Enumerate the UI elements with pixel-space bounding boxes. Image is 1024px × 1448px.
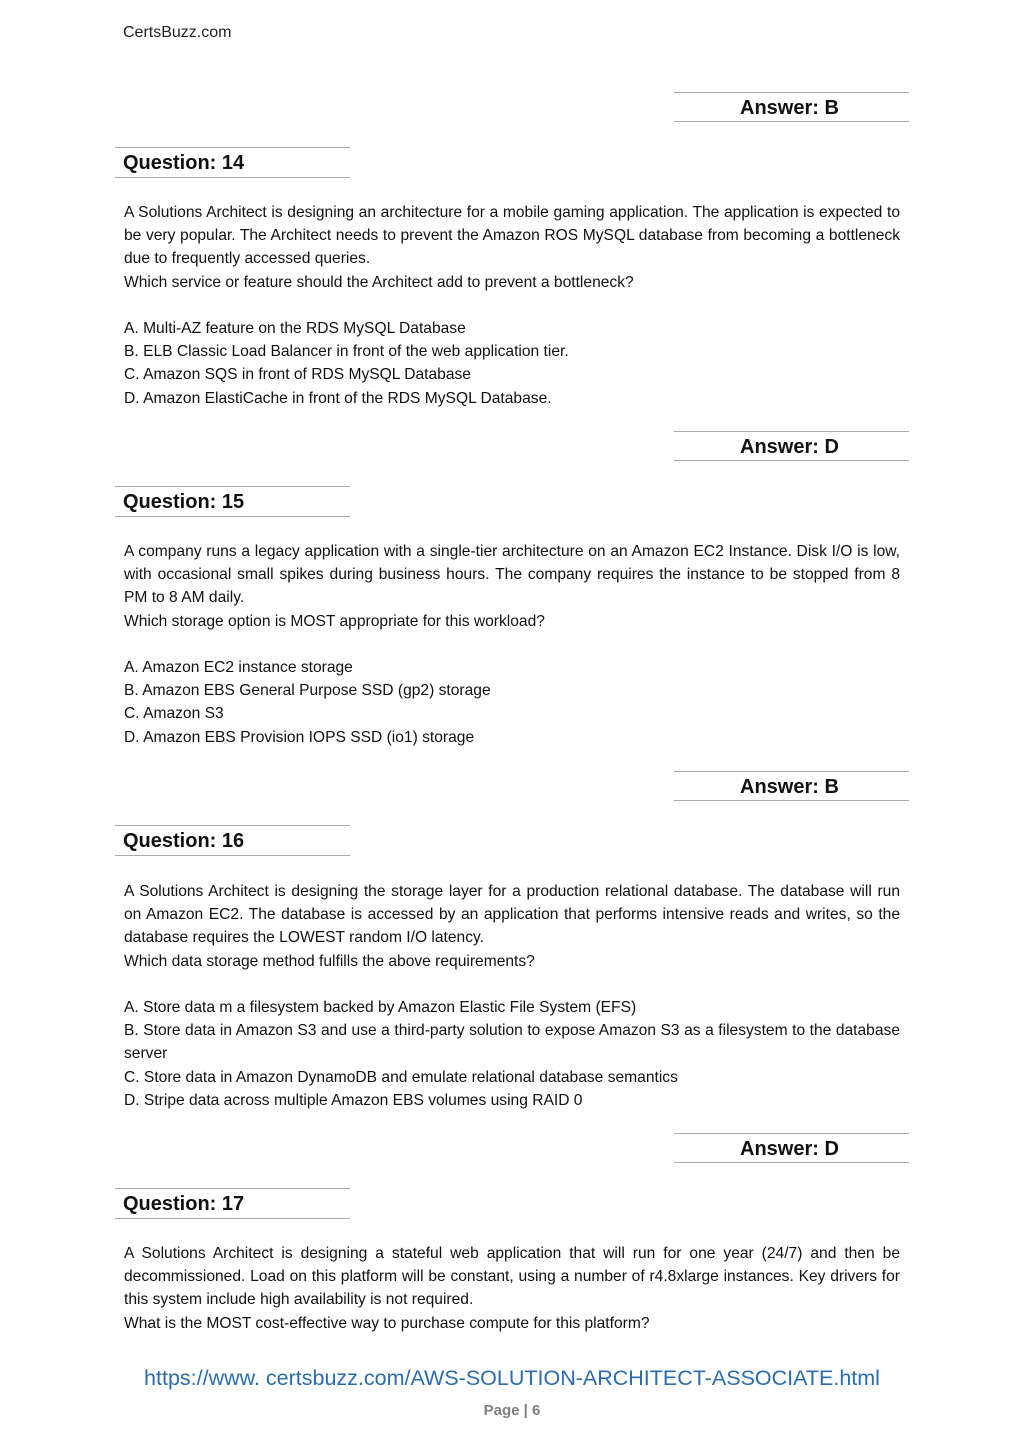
footer-url-link[interactable]: https://www. certsbuzz.com/AWS-SOLUTION-ARCHITECT-ASSOCIATE.html	[144, 1366, 880, 1390]
answer-label-16: Answer: D	[674, 1133, 909, 1163]
answer-label-13: Answer: B	[674, 92, 909, 122]
option-c: C. Amazon S3	[124, 705, 224, 723]
question-stem: A Solutions Architect is designing the storage layer for a production relational database. The database will run on Amazon EC2. The database is accessed by an application that performs intensive reads and writes, so the database requires the LOWEST random I/O latency.	[124, 883, 900, 947]
question-heading-16: Question: 16	[115, 825, 350, 856]
option-c: C. Amazon SQS in front of RDS MySQL Database	[124, 366, 471, 384]
option-a: A. Amazon EC2 instance storage	[124, 659, 353, 676]
option-d: D. Amazon ElastiCache in front of the RDS MySQL Database.	[124, 389, 552, 407]
site-name: CertsBuzz.com	[123, 24, 232, 41]
options-list	[124, 656, 900, 749]
page-number: Page | 6	[483, 1402, 541, 1419]
options-list	[124, 317, 900, 410]
question-prompt: Which storage option is MOST appropriate for this workload?	[124, 612, 545, 630]
option-b: B. Amazon EBS General Purpose SSD (gp2) storage	[124, 682, 491, 700]
question-stem: A Solutions Architect is designing an architecture for a mobile gaming application. The application is expected to be very popular. The Architect needs to prevent the Amazon ROS MySQL database from becoming a bottleneck due to frequently accessed queries.	[124, 204, 900, 268]
question-prompt: Which service or feature should the Architect add to prevent a bottleneck?	[124, 273, 634, 291]
option-b: B. ELB Classic Load Balancer in front of the web application tier.	[124, 343, 569, 361]
question-prompt: Which data storage method fulfills the above requirements?	[124, 952, 535, 970]
options-list	[124, 996, 900, 1112]
option-a: A. Store data m a filesystem backed by Amazon Elastic File System (EFS)	[124, 999, 637, 1016]
option-b: B. Store data in Amazon S3 and use a third-party solution to expose Amazon S3 as a filesystem to the database server	[124, 1022, 900, 1063]
question-stem: A Solutions Architect is designing a stateful web application that will run for one year (24/7) and then be decommissioned. Load on this platform will be constant, using a number of r4.8xlarge instances. Key drivers for this system include high availability is not required.	[124, 1245, 900, 1309]
question-body-14	[124, 201, 900, 410]
option-d: D. Stripe data across multiple Amazon EBS volumes using RAID 0	[124, 1091, 583, 1109]
question-heading-14: Question: 14	[115, 147, 350, 178]
option-c: C. Store data in Amazon DynamoDB and emulate relational database semantics	[124, 1068, 678, 1086]
question-stem: A company runs a legacy application with a single-tier architecture on an Amazon EC2 Instance. Disk I/O is low, with occasional small spikes during business hours. The company requires the instance to be stopped from 8 PM to 8 AM daily.	[124, 543, 900, 607]
answer-label-14: Answer: D	[674, 431, 909, 461]
question-heading-17: Question: 17	[115, 1188, 350, 1219]
question-body-17	[124, 1242, 900, 1335]
option-a: A. Multi-AZ feature on the RDS MySQL Database	[124, 320, 466, 337]
answer-label-15: Answer: B	[674, 771, 909, 801]
question-body-16	[124, 880, 900, 1112]
question-heading-15: Question: 15	[115, 486, 350, 517]
question-prompt: What is the MOST cost-effective way to purchase compute for this platform?	[124, 1314, 650, 1332]
question-body-15	[124, 540, 900, 749]
option-d: D. Amazon EBS Provision IOPS SSD (io1) storage	[124, 728, 475, 746]
